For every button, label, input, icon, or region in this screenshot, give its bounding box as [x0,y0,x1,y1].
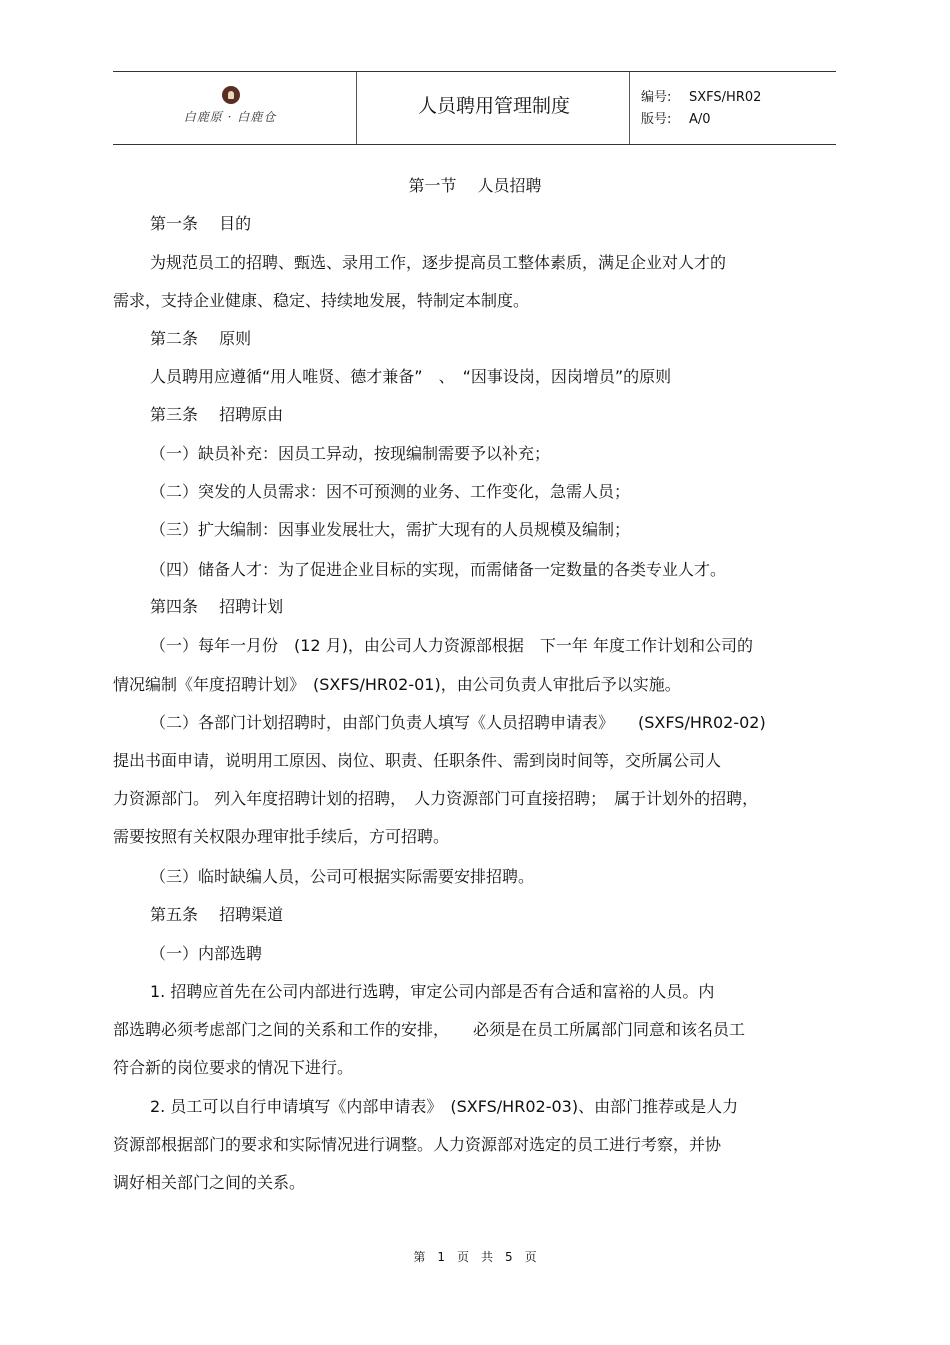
list-item: （一）内部选聘 [150,944,263,963]
logo-text: 白鹿原 · 白鹿仓 [183,110,277,124]
paragraph-line: 需要按照有关权限办理审批手续后，方可招聘。 [113,827,450,846]
paragraph-line: 提出书面申请，说明用工原因、岗位、职责、任职条件、需到岗时间等，交所属公司人 [113,751,722,770]
company-logo [165,86,295,132]
paragraph-line: 情况编制《年度招聘计划》 (SXFS/HR02-01)，由公司负责人审批后予以实施。 [113,675,681,694]
version-value: A/0 [689,112,711,127]
list-item: （二）突发的人员需求：因不可预测的业务、工作变化，急需人员； [150,482,631,501]
paragraph-line: 为规范员工的招聘、甄选、录用工作，逐步提高员工整体素质，满足企业对人才的 [150,253,727,272]
paragraph-line: 人员聘用应遵循“用人唯贤、德才兼备” 、 “因事设岗，因岗增员”的原则 [150,367,672,386]
paragraph-line: 符合新的岗位要求的情况下进行。 [113,1058,354,1077]
paragraph-line: （一）每年一月份 (12 月)，由公司人力资源部根据 下一年 年度工作计划和公司的 [150,636,754,655]
document-title: 人员聘用管理制度 [417,95,570,117]
article-heading: 第一条 目的 [150,214,252,233]
code-label: 编号: [641,90,672,105]
section-title: 第一节 人员招聘 [408,176,542,195]
paragraph-line: 需求，支持企业健康、稳定、持续地发展，特制定本制度。 [113,291,530,310]
paragraph-line: 部选聘必须考虑部门之间的关系和工作的安排， 必须是在员工所属部门同意和该名员工 [113,1020,746,1039]
document-version [641,108,711,127]
document-code [641,86,761,105]
list-item: （四）储备人才：为了促进企业目标的实现，而需储备一定数量的各类专业人才。 [150,560,727,579]
list-item: （三）扩大编制：因事业发展壮大，需扩大现有的人员规模及编制； [150,520,631,539]
paragraph-line: 1. 招聘应首先在公司内部进行选聘，审定公司内部是否有合适和富裕的人员。内 [150,982,715,1001]
list-item: （一）缺员补充：因员工异动，按现编制需要予以补充； [150,444,551,463]
version-label: 版号: [641,112,672,127]
header-divider [356,72,357,144]
paragraph-line: （三）临时缺编人员，公司可根据实际需要安排招聘。 [150,867,535,886]
paragraph-line: 2. 员工可以自行申请填写《内部申请表》 (SXFS/HR02-03)、由部门推荐或是人力 [150,1097,739,1116]
code-value: SXFS/HR02 [689,90,762,105]
logo-emblem-icon [222,86,240,104]
paragraph-line: （二）各部门计划招聘时，由部门负责人填写《人员招聘申请表》 (SXFS/HR02-02) [150,713,766,732]
page-number: 第 1 页 共 5 页 [413,1250,537,1264]
paragraph-line: 力资源部门。 列入年度招聘计划的招聘， 人力资源部门可直接招聘； 属于计划外的招聘， [113,789,759,808]
article-heading: 第五条 招聘渠道 [150,905,284,924]
paragraph-line: 调好相关部门之间的关系。 [113,1173,306,1192]
paragraph-line: 资源部根据部门的要求和实际情况进行调整。人力资源部对选定的员工进行考察，并协 [113,1135,722,1154]
article-heading: 第二条 原则 [150,329,252,348]
article-heading: 第四条 招聘计划 [150,597,284,616]
article-heading: 第三条 招聘原由 [150,405,284,424]
